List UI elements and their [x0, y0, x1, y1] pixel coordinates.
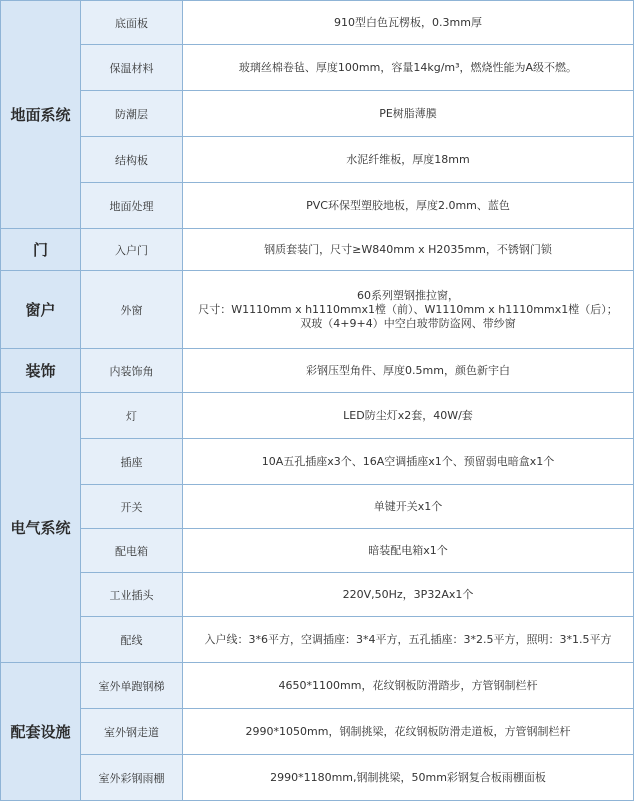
item-cell: 插座 [81, 439, 183, 485]
spec-cell [183, 45, 634, 91]
spec-cell [183, 529, 634, 573]
spec-cell [183, 1, 634, 45]
item-cell: 入户门 [81, 229, 183, 271]
table-row [1, 91, 634, 137]
spec-cell [183, 349, 634, 393]
spec-line: PVC环保型塑胶地板，厚度2.0mm、蓝色 [306, 198, 510, 212]
table-row [1, 183, 634, 229]
item-cell: 开关 [81, 485, 183, 529]
spec-line: 入户线：3*6平方，空调插座：3*4平方，五孔插座：3*2.5平方，照明：3*1.5平方 [204, 632, 612, 646]
table-row [1, 1, 634, 45]
item-cell: 灯 [81, 393, 183, 439]
spec-cell [183, 271, 634, 349]
spec-line: 水泥纤维板，厚度18mm [346, 152, 470, 166]
table-row [1, 45, 634, 91]
spec-cell [183, 137, 634, 183]
item-cell: 保温材料 [81, 45, 183, 91]
spec-line: 尺寸：W1110mm x h1110mmx1樘（前）、W1110mm x h1110mmx1樘（后）； [198, 302, 618, 316]
item-cell: 室外彩钢雨棚 [81, 755, 183, 801]
spec-line: 暗装配电箱x1个 [368, 543, 448, 557]
spec-cell [183, 229, 634, 271]
table-row [1, 485, 634, 529]
table-row [1, 439, 634, 485]
table-row [1, 529, 634, 573]
table-row [1, 755, 634, 801]
spec-table-body [1, 1, 634, 801]
spec-cell [183, 439, 634, 485]
item-cell: 底面板 [81, 1, 183, 45]
spec-line: 10A五孔插座x3个、16A空调插座x1个、预留弱电暗盒x1个 [261, 454, 555, 468]
table-row [1, 271, 634, 349]
spec-line: 单键开关x1个 [373, 499, 443, 513]
spec-cell [183, 573, 634, 617]
table-row [1, 349, 634, 393]
spec-line: 2990*1180mm,钢制挑梁，50mm彩钢复合板雨棚面板 [270, 770, 546, 784]
table-row [1, 137, 634, 183]
table-row [1, 617, 634, 663]
table-row [1, 393, 634, 439]
spec-line: 玻璃丝棉卷毡、厚度100mm，容量14kg/m³，燃烧性能为A级不燃。 [238, 60, 578, 74]
table-row [1, 229, 634, 271]
item-cell: 防潮层 [81, 91, 183, 137]
spec-line: 2990*1050mm，钢制挑梁，花纹钢板防滑走道板，方管钢制栏杆 [245, 724, 571, 738]
item-cell: 室外钢走道 [81, 709, 183, 755]
spec-line: LED防尘灯x2套，40W/套 [343, 408, 473, 422]
category-cell: 地面系统 [1, 1, 81, 229]
item-cell: 地面处理 [81, 183, 183, 229]
item-cell: 配线 [81, 617, 183, 663]
spec-line: 220V,50Hz，3P32Ax1个 [342, 587, 474, 601]
category-cell: 电气系统 [1, 393, 81, 663]
spec-cell [183, 755, 634, 801]
spec-cell [183, 617, 634, 663]
table-row [1, 663, 634, 709]
item-cell: 内装饰角 [81, 349, 183, 393]
category-cell: 装饰 [1, 349, 81, 393]
spec-line: PE树脂薄膜 [379, 106, 437, 120]
category-cell: 配套设施 [1, 663, 81, 801]
spec-line: 钢质套装门，尺寸≥W840mm x H2035mm，不锈钢门锁 [264, 242, 552, 256]
spec-cell [183, 485, 634, 529]
spec-line: 彩钢压型角件、厚度0.5mm，颜色新宇白 [306, 363, 510, 377]
category-cell: 窗户 [1, 271, 81, 349]
item-cell: 外窗 [81, 271, 183, 349]
spec-line: 910型白色瓦楞板，0.3mm厚 [334, 15, 482, 29]
spec-line: 双玻（4+9+4）中空白玻带防盗网、带纱窗 [300, 316, 516, 330]
category-cell: 门 [1, 229, 81, 271]
spec-line: 60系列塑钢推拉窗， [357, 288, 459, 302]
spec-cell [183, 663, 634, 709]
item-cell: 结构板 [81, 137, 183, 183]
spec-line: 4650*1100mm，花纹钢板防滑踏步，方管钢制栏杆 [278, 678, 538, 692]
spec-cell [183, 183, 634, 229]
spec-cell [183, 393, 634, 439]
item-cell: 工业插头 [81, 573, 183, 617]
item-cell: 室外单跑钢梯 [81, 663, 183, 709]
item-cell: 配电箱 [81, 529, 183, 573]
spec-cell [183, 91, 634, 137]
table-row [1, 573, 634, 617]
spec-cell [183, 709, 634, 755]
table-row [1, 709, 634, 755]
